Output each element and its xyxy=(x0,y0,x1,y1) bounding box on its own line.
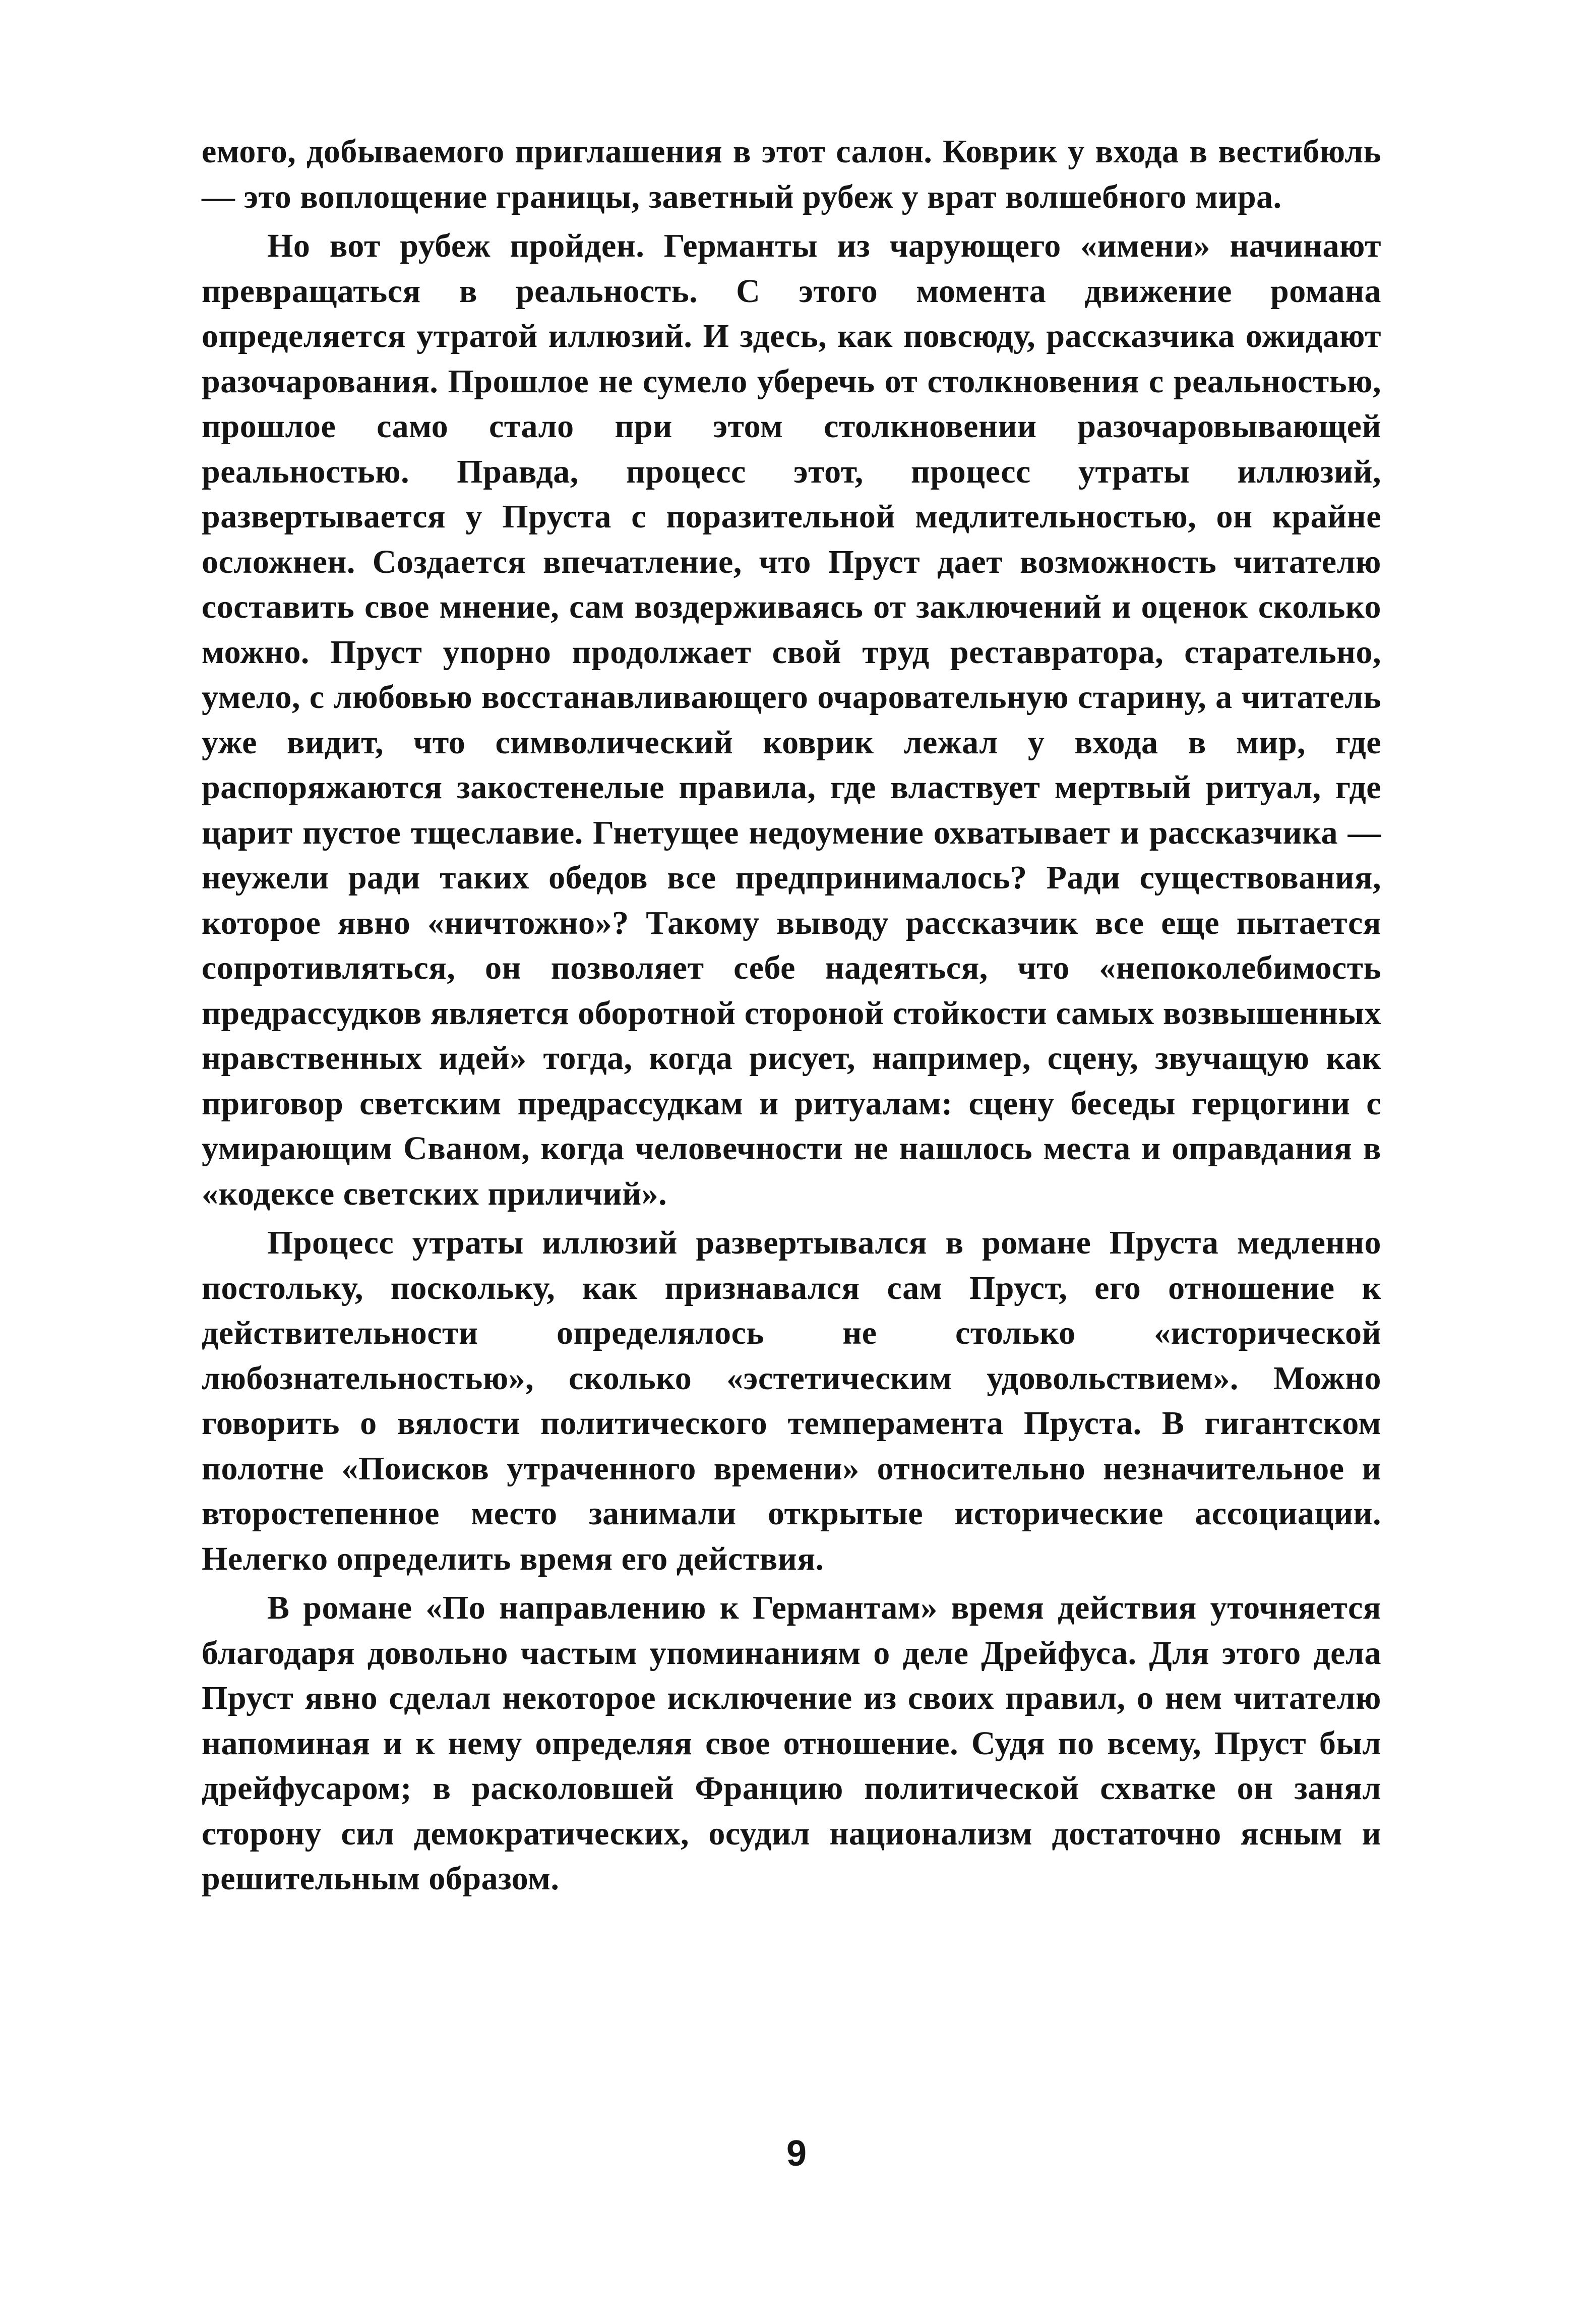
body-text xyxy=(202,129,1381,1905)
paragraph-illusions: Процесс утраты иллюзий развертывался в романе Пруста медленно постольку, поскольку, как признавался сам Пруст, его отношение к действительности определялось не столько «исторической любознательностью», сколько «эстетическим удовольствием». Можно говорить о вялости политического темперамента Пруста. В гигантском полотне «Поисков утраченного времени» относительно незначительное и второстепенное место занимали открытые исторические ассоциации. Нелегко определить время его действия. xyxy=(202,1224,1381,1577)
paragraph-dreyfus: В романе «По направлению к Германтам» время действия уточняется благодаря довольно частым упоминаниям о деле Дрейфуса. Для этого дела Пруст явно сделал некоторое исключение из своих правил, о нем читателю напоминая и к нему определяя свое отношение. Судя по всему, Пруст был дрейфусаром; в расколовшей Францию политической схватке он занял сторону сил демократических, осудил национализм достаточно ясным и решительным образом. xyxy=(202,1589,1381,1897)
page-number: 9 xyxy=(786,2133,807,2174)
paragraph-rubezh: Но вот рубеж пройден. Германты из чарующего «имени» начинают превращаться в реальность. С этого момента движение романа определяется утратой иллюзий. И здесь, как повсюду, рассказчика ожидают разочарования. Прошлое не сумело уберечь от столкновения с реальностью, прошлое само стало при этом столкновении разочаровывающей реальностью. Правда, процесс этот, процесс утраты иллюзий, развертывается у Пруста с поразительной медлительностью, он крайне осложнен. Создается впечатление, что Пруст дает возможность читателю составить свое мнение, сам воздерживаясь от заключений и оценок сколько можно. Пруст упорно продолжает свой труд реставратора, старательно, умело, с любовью восстанавливающего очаровательную старину, а читатель уже видит, что символический коврик лежал у входа в мир, где распоряжаются закостенелые правила, где властвует мертвый ритуал, где царит пустое тщеславие. Гнетущее недоумение охватывает и рассказчика — неужели ради таких обедов все предпринималось? Ради существования, которое явно «ничтожно»? Такому выводу рассказчик все еще пытается сопротивляться, он позволяет себе надеяться, что «непоколебимость предрассудков является оборотной стороной стойкости самых возвышенных нравственных идей» тогда, когда рисует, например, сцену, звучащую как приговор светским предрассудкам и ритуалам: сцену беседы герцогини с умирающим Сваном, когда человечности не нашлось места и оправдания в «кодексе светских приличий». xyxy=(202,227,1381,1212)
paragraph-continued: емого, добываемого приглашения в этот салон. Коврик у входа в вестибюль — это воплощение границы, заветный рубеж у врат волшебного мира. xyxy=(202,133,1381,215)
